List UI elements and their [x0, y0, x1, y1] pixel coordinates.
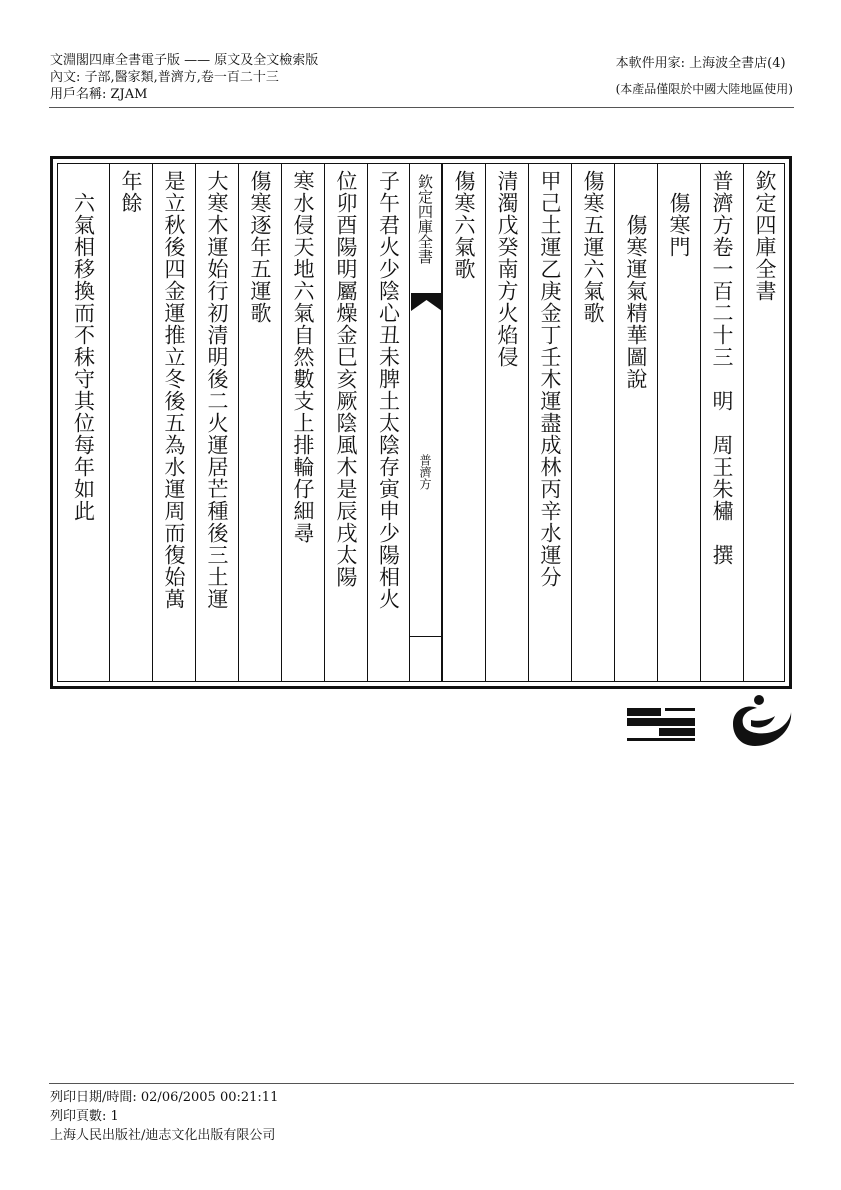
- column-text-6: 甲己土運乙庚金丁壬木運盡成林丙辛水運分: [538, 170, 562, 588]
- footer-info: [50, 1088, 278, 1145]
- header-user-line: 用戶名稱: ZJAM: [50, 87, 148, 102]
- column-text-11: 寒水侵天地六氣自然數支上排輪仔細尋: [291, 170, 315, 544]
- column-text-1: 欽定四庫全書: [753, 170, 777, 302]
- page-column-6: [528, 164, 571, 681]
- text-page-frame: [50, 156, 792, 689]
- header-content-line: 內文: 子部,醫家類,普濟方,卷一百二十三: [50, 70, 279, 85]
- column-text-7: 清濁戊癸南方火焰侵: [495, 170, 519, 368]
- column-text-14: 是立秋後四金運推立冬後五為水運周而復始萬: [162, 170, 186, 610]
- page-column-15: [109, 164, 152, 681]
- header-title-line: 文淵閣四庫全書電子版 —— 原文及全文檢索版: [50, 53, 319, 68]
- column-text-15: 年餘: [119, 170, 143, 214]
- fold-title: [410, 174, 441, 264]
- page-column-8: [442, 164, 485, 681]
- page-column-3: [657, 164, 700, 681]
- center-fold: [409, 164, 442, 681]
- page-column-14: [152, 164, 195, 681]
- fold-subtitle: [410, 454, 441, 490]
- footer-page-count: 列印頁數: 1: [50, 1109, 119, 1124]
- column-text-4: 傷寒運氣精華圖說: [624, 170, 648, 390]
- fold-subtitle-text: 普濟方: [418, 454, 432, 490]
- column-text-12: 傷寒逐年五運歌: [248, 170, 272, 324]
- column-text-8: 傷寒六氣歌: [452, 170, 476, 280]
- column-text-13: 大寒木運始行初清明後二火運居芒種後三土運: [205, 170, 229, 610]
- fold-divider: [410, 636, 441, 637]
- footer-divider: [49, 1083, 794, 1084]
- page-column-10: [324, 164, 367, 681]
- column-text-5: 傷寒五運六氣歌: [581, 170, 605, 324]
- header-license: [616, 55, 793, 98]
- footer-print-datetime: 列印日期/時間: 02/06/2005 00:21:11: [50, 1090, 279, 1105]
- column-text-2: 普濟方卷一百二十三 明 周王朱橚 撰: [710, 170, 734, 566]
- column-text-16: 六氣相移換而不秣守其位每年如此: [71, 170, 96, 522]
- page-column-7: [485, 164, 528, 681]
- page-column-12: [238, 164, 281, 681]
- header-divider: [49, 107, 794, 108]
- header-licensee-line: 本軟件用家: 上海波全書店(4): [615, 56, 786, 71]
- column-text-9: 子午君火少陰心丑未脾土太陰存寅申少陽相火: [376, 170, 401, 610]
- footer-publisher: 上海人民出版社/迪志文化出版有限公司: [50, 1128, 276, 1143]
- column-text-10: 位卯酉陽明屬燥金巳亥厥陰風木是辰戌太陽: [334, 170, 358, 588]
- page-column-9: [367, 164, 409, 681]
- fold-title-text: 欽定四庫全書: [416, 174, 434, 264]
- page-column-13: [195, 164, 238, 681]
- page-column-1: [743, 164, 786, 681]
- header-region-line: (本產品僅限於中國大陸地區使用): [615, 82, 793, 96]
- page-column-11: [281, 164, 324, 681]
- fishtail-mark-icon: [411, 293, 442, 311]
- text-page-grid: [57, 163, 785, 682]
- page-column-4: [614, 164, 657, 681]
- page-column-16: [58, 164, 109, 681]
- page-column-2: [700, 164, 743, 681]
- header-info: [50, 52, 318, 103]
- column-text-3: 傷寒門: [667, 170, 691, 258]
- publisher-logo: [625, 694, 793, 748]
- page-column-5: [571, 164, 614, 681]
